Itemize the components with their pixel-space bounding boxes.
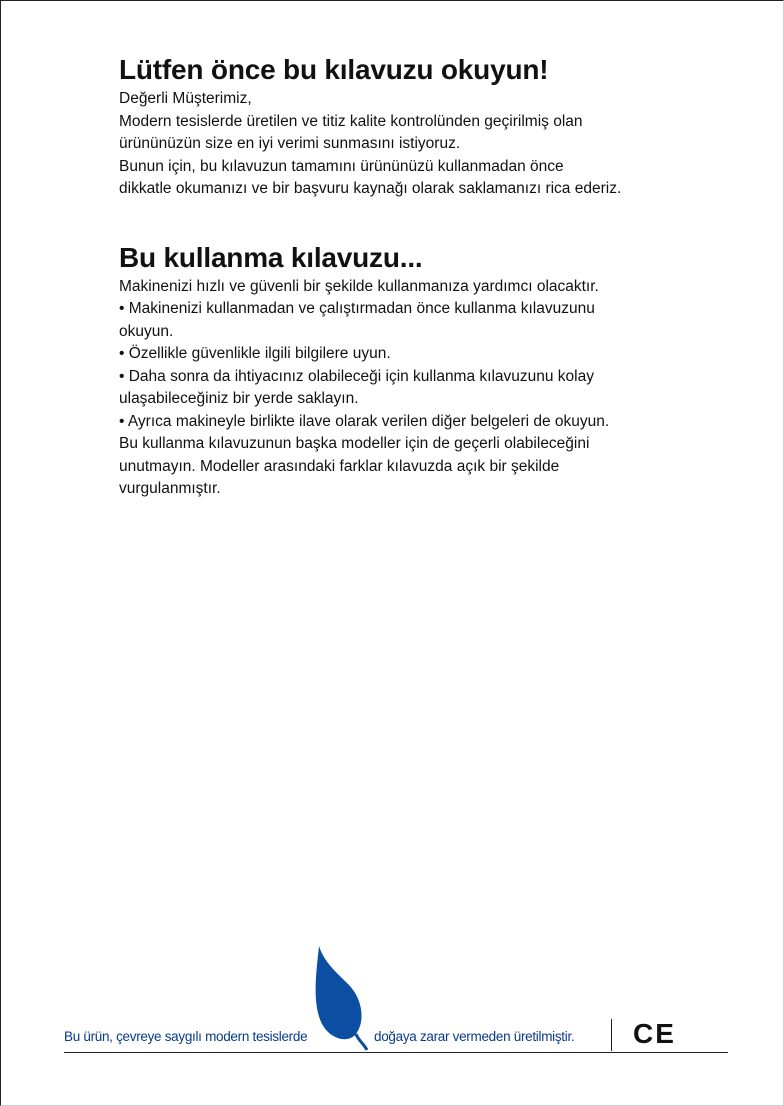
intro-line: Modern tesislerde üretilen ve titiz kalite kontrolünden geçirilmiş olan	[119, 112, 583, 130]
footer-separator	[611, 1019, 612, 1051]
ce-mark: CE	[633, 1018, 676, 1049]
intro-line: Bunun için, bu kılavuzun tamamını ürününüzü kullanmadan önce	[119, 157, 564, 175]
manual-line: ulaşabileceğiniz bir yerde saklayın.	[119, 390, 359, 407]
intro-line: ürününüzün size en iyi verimi sunmasını istiyoruz.	[119, 135, 461, 152]
manual-title: Bu kullanma kılavuzu...	[119, 241, 423, 273]
document-content	[119, 52, 739, 501]
manual-line: Makinenizi hızlı ve güvenli bir şekilde kullanmanıza yardımcı olacaktır.	[119, 277, 599, 295]
manual-line: unutmayın. Modeller arasındaki farklar kılavuzda açık bir şekilde	[119, 457, 560, 475]
manual-line: vurgulanmıştır.	[119, 480, 221, 497]
manual-line: • Özellikle güvenlikle ilgili bilgilere uyun.	[119, 345, 391, 362]
intro-line: Değerli Müşterimiz,	[119, 90, 252, 107]
manual-section	[119, 240, 739, 501]
manual-line: okuyun.	[119, 322, 174, 340]
intro-title: Lütfen önce bu kılavuzu okuyun!	[119, 54, 549, 85]
footer-left-text: Bu ürün, çevreye saygılı modern tesislerde	[64, 1029, 308, 1044]
manual-line: Bu kullanma kılavuzunun başka modeller için de geçerli olabileceğini	[119, 435, 590, 452]
manual-line: • Daha sonra da ihtiyacınız olabileceği için kullanma kılavuzunu kolay	[119, 367, 594, 385]
footer-right-text: doğaya zarar vermeden üretilmiştir.	[374, 1029, 575, 1044]
footer-divider	[64, 1052, 728, 1053]
manual-line: • Makinenizi kullanmadan ve çalıştırmadan önce kullanma kılavuzunu	[119, 300, 595, 317]
intro-line: dikkatle okumanızı ve bir başvuru kaynağı olarak saklamanızı rica ederiz.	[119, 180, 622, 197]
manual-line: • Ayrıca makineyle birlikte ilave olarak verilen diğer belgeleri de okuyun.	[119, 412, 610, 430]
